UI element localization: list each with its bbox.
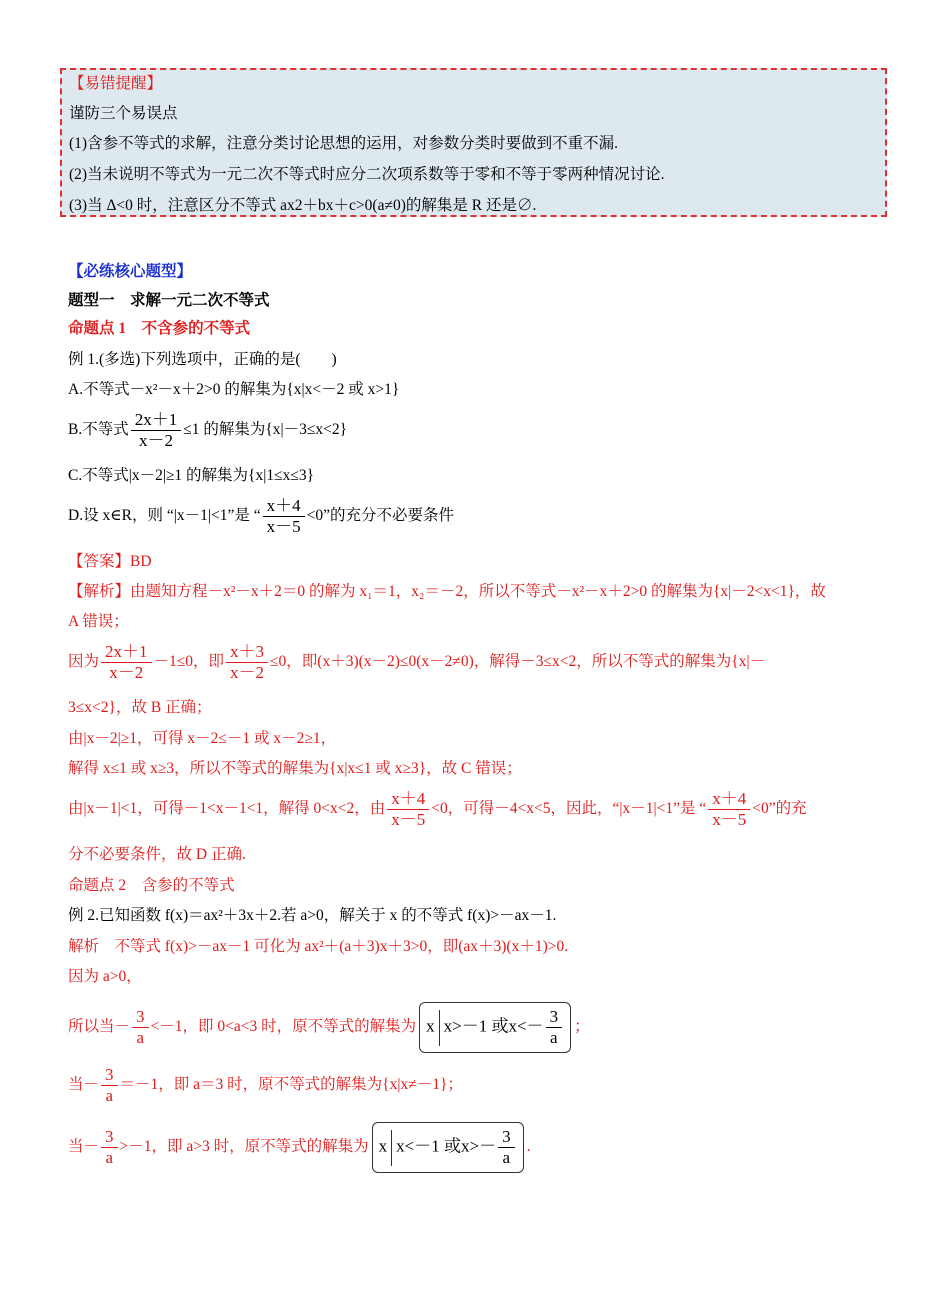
analysis-line-7-suffix: <0”的充 (752, 800, 807, 818)
point1-title: 命题点 1 不含参的不等式 (68, 320, 251, 337)
example1-option-c: C.不等式|x－2|≥1 的解集为{x|1≤x≤3} (68, 467, 315, 484)
solution-line-2: 因为 a>0， (68, 968, 142, 985)
fraction-numerator: x＋3 (230, 642, 265, 661)
solution-line-3-prefix: 所以当－ (68, 1018, 131, 1036)
solution-line-4-prefix: 当－ (68, 1076, 100, 1094)
fraction-denominator: a (101, 1085, 118, 1106)
analysis-line-5: 由|x－2|≥1，可得 x－2≤－1 或 x－2≥1， (68, 730, 337, 747)
fraction-numerator: 3 (136, 1007, 145, 1026)
analysis-line-3-middle: －1≤0，即 (153, 653, 225, 671)
tip-line-3: (2)当未说明不等式为一元二次不等式时应分二次项系数等于零和不等于零两种情况讨论. (69, 166, 665, 183)
analysis-line-7-middle: <0，可得－4<x<5，因此，“|x－1|<1”是 “ (431, 800, 707, 818)
fraction-numerator: x＋4 (391, 789, 426, 808)
analysis-line-3-suffix: ≤0，即(x＋3)(x－2)≤0(x－2≠0)，解得－3≤x<2，所以不等式的解集为{x|－ (270, 653, 766, 671)
type-title: 题型一 求解一元二次不等式 (68, 292, 270, 309)
solution-line-3 (68, 1002, 590, 1053)
fraction-numerator: 3 (502, 1127, 511, 1146)
tip-line-1: 谨防三个易误点 (69, 105, 178, 122)
solution-fraction (132, 1007, 149, 1048)
example1-question: 例 1.(多选)下列选项中，正确的是( ) (68, 351, 337, 368)
option-d-prefix: D.设 x∈R，则 “|x－1|<1”是 “ (68, 507, 261, 525)
fraction-denominator: x－2 (101, 662, 152, 683)
analysis-fraction-2 (226, 642, 268, 683)
example1-option-b (68, 410, 347, 451)
fraction-denominator: x－2 (131, 430, 182, 451)
set-variable: x (378, 1136, 388, 1156)
set-fraction (498, 1127, 515, 1168)
solution-line-1: 解析 不等式 f(x)>－ax－1 可化为 ax²＋(a＋3)x＋3>0，即(ax＋3)(x＋1)>0. (68, 938, 569, 955)
analysis-line-7-prefix: 由|x－1|<1，可得－1<x－1<1，解得 0<x<2，由 (68, 800, 386, 818)
fraction-numerator: x＋4 (266, 496, 301, 515)
option-b-suffix: ≤1 的解集为{x|－3≤x<2} (183, 421, 348, 439)
solution-line-5-middle: >－1，即 a>3 时，原不等式的解集为 (119, 1138, 369, 1156)
solution-line-4-suffix: ＝－1，即 a＝3 时，原不等式的解集为{x|x≠－1}； (119, 1076, 463, 1094)
option-d-suffix: <0”的充分不必要条件 (306, 507, 454, 525)
tip-line-2: (1)含参不等式的求解，注意分类讨论思想的运用，对参数分类时要做到不重不漏. (69, 135, 618, 152)
solution-line-5 (68, 1122, 530, 1173)
tip-line-4: (3)当 Δ<0 时，注意区分不等式 ax2＋bx＋c>0(a≠0)的解集是 R 还是∅. (69, 197, 537, 214)
solution-fraction (101, 1127, 118, 1168)
analysis-fraction-4 (708, 789, 750, 830)
fraction-denominator: a (101, 1147, 118, 1168)
solution-line-5-prefix: 当－ (68, 1138, 100, 1156)
set-divider (439, 1010, 440, 1046)
set-variable: x (426, 1016, 435, 1036)
fraction-denominator: a (132, 1027, 149, 1048)
analysis-fraction-3 (387, 789, 429, 830)
set-fraction (546, 1007, 563, 1048)
set-divider (391, 1130, 392, 1166)
fraction-numerator: 2x＋1 (134, 410, 178, 429)
solution-line-3-suffix: ； (574, 1018, 590, 1036)
tip-title: 【易错提醒】 (69, 75, 163, 92)
fraction-denominator: x－5 (263, 516, 305, 537)
solution-set (419, 1002, 571, 1053)
fraction-denominator: a (546, 1027, 563, 1048)
set-condition: x<－1 或x>－ (396, 1136, 497, 1156)
option-b-fraction (131, 410, 182, 451)
fraction-denominator: x－5 (708, 809, 750, 830)
analysis-line-6: 解得 x≤1 或 x≥3，所以不等式的解集为{x|x≤1 或 x≥3}，故 C 错误； (68, 760, 522, 777)
fraction-numerator: 3 (549, 1007, 559, 1026)
analysis-fraction-1 (101, 642, 152, 683)
fraction-denominator: x－2 (226, 662, 268, 683)
answer-label: 【答案】BD (68, 553, 152, 570)
analysis-line-3 (68, 642, 765, 683)
fraction-numerator: 3 (105, 1065, 114, 1084)
fraction-numerator: x＋4 (712, 789, 747, 808)
analysis-line-4: 3≤x<2}，故 B 正确； (68, 699, 212, 716)
section-title: 【必练核心题型】 (68, 263, 193, 280)
fraction-denominator: x－5 (387, 809, 429, 830)
example1-option-d (68, 496, 454, 537)
solution-line-4 (68, 1065, 463, 1106)
solution-set (372, 1122, 524, 1173)
fraction-numerator: 2x＋1 (105, 642, 148, 661)
analysis-line-8: 分不必要条件，故 D 正确. (68, 846, 246, 863)
analysis-line-1: 【解析】由题知方程－x²－x＋2＝0 的解为 x₁＝1，x₂＝－2，所以不等式－x²－x＋2>0 的解集为{x|－2<x<1}，故 (68, 583, 826, 600)
solution-fraction (101, 1065, 118, 1106)
error-tip-box (60, 68, 887, 217)
fraction-numerator: 3 (105, 1127, 114, 1146)
example2-question: 例 2.已知函数 f(x)＝ax²＋3x＋2.若 a>0，解关于 x 的不等式 f(x)>－ax－1. (68, 907, 557, 924)
example1-option-a: A.不等式－x²－x＋2>0 的解集为{x|x<－2 或 x>1} (68, 381, 400, 398)
point2-title: 命题点 2 含参的不等式 (68, 877, 235, 894)
solution-line-3-middle: <－1，即 0<a<3 时，原不等式的解集为 (150, 1018, 417, 1036)
option-b-prefix: B.不等式 (68, 421, 129, 439)
solution-line-5-suffix: . (526, 1138, 531, 1156)
fraction-denominator: a (498, 1147, 515, 1168)
set-condition: x>－1 或x<－ (443, 1016, 544, 1036)
analysis-line-2: A 错误； (68, 613, 129, 630)
analysis-line-3-prefix: 因为 (68, 653, 100, 671)
option-d-fraction (263, 496, 305, 537)
analysis-line-7 (68, 789, 807, 830)
